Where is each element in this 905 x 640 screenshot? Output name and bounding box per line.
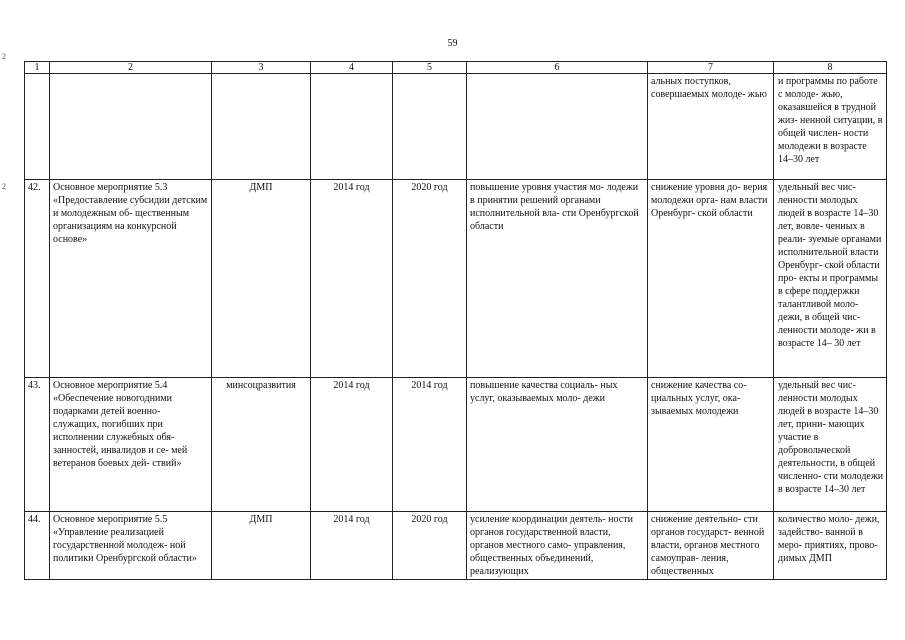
header-col-7: 7 bbox=[648, 62, 774, 74]
header-col-4: 4 bbox=[311, 62, 393, 74]
edge-mark-top: 2 bbox=[2, 52, 6, 61]
expected-result: повышение качества социаль- ных услуг, оказываемых моло- дежи bbox=[467, 378, 648, 512]
cell-empty bbox=[50, 74, 212, 180]
executor: ДМП bbox=[212, 180, 311, 378]
end-year: 2020 год bbox=[393, 512, 467, 580]
row-number: 43. bbox=[25, 378, 50, 512]
cell-empty bbox=[25, 74, 50, 180]
expected-result: усиление координации деятель- ности органов государственной власти, органов местного само- управления, общественных объединений, реализующих bbox=[467, 512, 648, 580]
header-col-1: 1 bbox=[25, 62, 50, 74]
continuation-row bbox=[25, 74, 887, 180]
continuation-indicator: и программы по работе с молоде- жью, оказавшейся в трудной жиз- ненной ситуации, в общей числен- ности молодежи в возрасте 14–30 лет bbox=[774, 74, 887, 180]
consequence: снижение уровня до- верия молодежи орга- нам власти Оренбург- ской области bbox=[648, 180, 774, 378]
indicator: удельный вес чис- ленности молодых людей в возрасте 14–30 лет, прини- мающих участие в добровольческой деятельности, в общей численно- сти молодежи в возрасте 14–30 лет bbox=[774, 378, 887, 512]
header-col-3: 3 bbox=[212, 62, 311, 74]
measures-table bbox=[24, 61, 887, 580]
measure-name: Основное мероприятие 5.3 «Предоставление субсидии детским и молодежным об- щественным организациям на конкурсной основе» bbox=[50, 180, 212, 378]
indicator: удельный вес чис- ленности молодых людей в возрасте 14–30 лет, вовле- ченных в реали- зуемые органами исполнительной власти Оренбург- ской области про- екты и программы в сфере поддержки талантливой моло- дежи, в общей чис- ленности молоде- жи в возрасте 14– 30 лет bbox=[774, 180, 887, 378]
measure-name: Основное мероприятие 5.4 «Обеспечение новогодними подарками детей военно- служащих, погибших при исполнении служебных обя- занностей, инвалидов и се- мей ветеранов боевых дей- ствий» bbox=[50, 378, 212, 512]
header-col-8: 8 bbox=[774, 62, 887, 74]
consequence: снижение качества со- циальных услуг, ока- зываемых молодежи bbox=[648, 378, 774, 512]
page-number: 59 bbox=[447, 38, 458, 49]
continuation-consequence: альных поступков, совершаемых молоде- жью bbox=[648, 74, 774, 180]
consequence: снижение деятельно- сти органов государст- венной власти, органов местного самоуправ- ления, общественных bbox=[648, 512, 774, 580]
start-year: 2014 год bbox=[311, 512, 393, 580]
expected-result: повышение уровня участия мо- лодежи в принятии решений органами исполнительной вла- сти Оренбургской области bbox=[467, 180, 648, 378]
measure-name: Основное мероприятие 5.5 «Управление реализацией государственной молодеж- ной политики Оренбургской области» bbox=[50, 512, 212, 580]
cell-empty bbox=[311, 74, 393, 180]
header-col-2: 2 bbox=[50, 62, 212, 74]
header-row bbox=[25, 62, 887, 74]
executor: ДМП bbox=[212, 512, 311, 580]
header-col-5: 5 bbox=[393, 62, 467, 74]
table-row bbox=[25, 512, 887, 580]
start-year: 2014 год bbox=[311, 180, 393, 378]
end-year: 2020 год bbox=[393, 180, 467, 378]
cell-empty bbox=[467, 74, 648, 180]
cell-empty bbox=[393, 74, 467, 180]
edge-mark-middle: 2 bbox=[2, 182, 6, 191]
table-row bbox=[25, 378, 887, 512]
indicator: количество моло- дежи, задейство- ванной в меро- приятиях, прово- димых ДМП bbox=[774, 512, 887, 580]
start-year: 2014 год bbox=[311, 378, 393, 512]
executor: минсоцразвития bbox=[212, 378, 311, 512]
row-number: 44. bbox=[25, 512, 50, 580]
table-row bbox=[25, 180, 887, 378]
header-col-6: 6 bbox=[467, 62, 648, 74]
cell-empty bbox=[212, 74, 311, 180]
end-year: 2014 год bbox=[393, 378, 467, 512]
row-number: 42. bbox=[25, 180, 50, 378]
